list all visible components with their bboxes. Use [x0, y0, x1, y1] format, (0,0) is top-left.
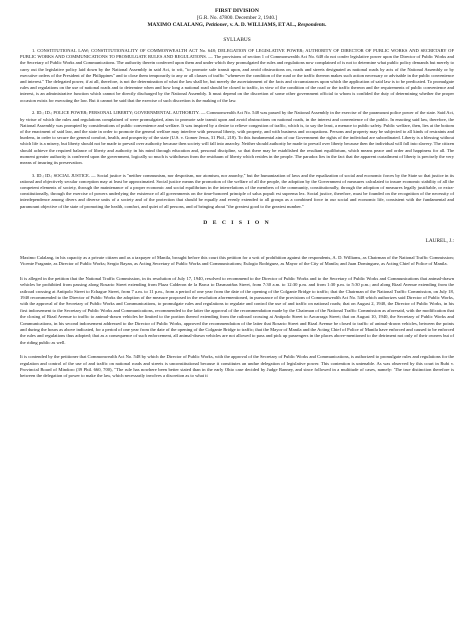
decision-paragraph-3: It is contended by the petitioner that Commonwealth Act No. 548 by which the Director of Public Works, with the approval of the Secretary of Public Works and Communications, is authorized to promulgate rules and regulations for the regulation and control of the use of and traffic on national roads and streets is unconstitutional because it constitutes an undue delegation of legislative power. This contention is untenable. As was observed by this court in Rubi v. Provincial Board of Mindoro (39 Phil. 660, 700), "The rule has nowhere been better stated than in the early Ohio case decided by Judge Ranney, and since followed in a multitude of cases, namely: 'The true distinction therefore is between the delegation of power to make the law, which necessarily involves a discretion as to what it — [20, 354, 454, 379]
syllabus-heading: SYLLABUS — [223, 37, 251, 43]
decision-paragraph-2: It is alleged in the petition that the National Traffic Commission, in its resolution of July 17, 1940, resolved to recommend to the Director of Public Works and to the Secretary of Public Works and Communications that animal-drawn vehicles be prohibited from passing along Rosario Street extending from Plaza Calderon de la Barca to Dasmariñas Street, from 7:30 a.m. to 12:30 p.m. and from 1:30 p.m. to 5:30 p.m.; and along Rizal Avenue extending from the railroad crossing at Antipolo Street to Echague Street, from 7 a.m. to 11 p.m., from a period of one year from the date of the opening of the Colgante Bridge to traffic; that the Chairman of the National Traffic Commission, on July 18, 1940 recommended to the Director of Public Works the adoption of the measure proposed in the resolution aforementioned, in pursuance of the provisions of Commonwealth Act No. 548 which authorizes said Director of Public Works, with the approval of the Secretary of Public Works and Communications, to promulgate rules and regulations to regulate and control the use of and traffic on national roads; that on August 2, 1940, the Director of Public Works, in his first indorsement to the Secretary of Public Works and Communications, recommended to the latter the approval of the recommendation made by the Chairman of the National Traffic Commission as aforesaid, with the modification that the closing of Rizal Avenue to traffic to animal-drawn vehicles be limited to the portion thereof extending from the railroad crossing at Antipolo Street to Azcarraga Street; that on August 10, 1940, the Secretary of Public Works and Communications, in his second indorsement addressed to the Director of Public Works, approved the recommendation of the latter that Rosario Street and Rizal Avenue be closed to traffic of animal-drawn vehicles, between the points and during the hours as above indicated, for a period of one year from the date of the opening of the Colgante Bridge to traffic; that the Mayor of Manila and the Acting Chief of Police of Manila have enforced and caused to be enforced the rules and regulations thus adopted; that as a consequence of such enforcement, all animal-drawn vehicles are not allowed to pass and pick up passengers in the places above-mentioned to the detriment not only of their owners but of the riding public as well. — [20, 275, 454, 345]
case-number: [G.R. No. 47800. December 2, 1940.] — [196, 15, 278, 21]
petitioner-name: MAXIMO CALALANG, — [147, 22, 205, 28]
syllabus-item-3: 3. ID.; ID.; SOCIAL JUSTICE. — Social justice is "neither communism, nor despotism, nor atomism, nor anarchy," but the humanization of laws and the equalization of social and economic forces by the State so that justice in its rational and objectively secular conception may at least be approximated. Social justice means the promotion of the welfare of all the people, the adoption by the Government of measures calculated to insure economic stability of all the competent elements of society, through the maintenance of a proper economic and social equilibrium in the interrelations of the members of the community, constitutionally, through the adoption of measures legally justifiable, or extra-constitutionally, through the exercise of powers underlying the existence of all governments on the time-honored principle of salus populi est suprema lex. Social justice, therefore, must be founded on the recognition of the necessity of interdependence among divers and diverse units of a society and of the protection that should be equally and evenly extended to all groups as a combined force in our social and economic life, consistent with the fundamental and paramount objective of the state of promoting the health, comfort, and quiet of all persons, and of bringing about "the greatest good to the greatest number." — [20, 172, 454, 209]
syllabus-item-2: 2. ID.; ID.; POLICE POWER; PERSONAL LIBERTY; GOVERNMENTAL AUTHORITY. — Commonwealth Act No. 548 was passed by the National Assembly in the exercise of the paramount police power of the state. Said Act, by virtue of which the rules and regulations complained of were promulgated, aims to promote safe transit upon and avoid obstructions on national roads, in the interest and convenience of the public. In enacting said law, therefore, the National Assembly was prompted by considerations of public convenience and welfare. It was inspired by a desire to relieve congestion of traffic, which is, to say the least, a menace to public safety. Public welfare, then, lies at the bottom of the enactment of said law, and the state in order to promote the general welfare may interfere with personal liberty, with property, and with business and occupations. Persons and property may be subjected to all kinds of restraints and burdens, in order to secure the general comfort, health, and prosperity of the state (U.S. v. Gomer Jesus, 31 Phil., 218). To this fundamental aim of our Government the rights of the individual are subordinated. Liberty is a blessing without which life is a misery, but liberty should not be made to prevail over authority because then society will fall into anarchy. Neither should authority be made to prevail over liberty because then the individual will fall into slavery. The citizen should achieve the required balance of liberty and authority in his mind through education and, personal discipline, so that there may be established the resultant equilibrium, which means peace and order and happiness for all. The moment greater authority is conferred upon the government, logically so much is withdrawn from the residuum of liberty which resides in the people. The paradox lies in the fact that the apparent curtailment of liberty is precisely the very means of insuring its preservation. — [20, 110, 454, 165]
syllabus-item-1: 1. CONSTITUTIONAL LAW; CONSTITUTIONALITY OF COMMONWEALTH ACT No. 648; DELEGATION OF LEGISLATIVE POWER; AUTHORITY OF DIRECTOR OF PUBLIC WORKS AND SECRETARY OF PUBLIC WORKS AND COMMUNICATIONS TO PROMULGATE RULES AND REGULATIONS. — The provisions of section 1 of Commonwealth Act No. 648 do not confer legislative power upon the Director of Public Works and the Secretary of Public Works and Communications. The authority therein conferred upon them and under which they promulgated the rules and regulations now complained of is not to determine what public policy demands but merely to carry out the legislative policy laid down by the National Assembly in said Act, to wit, "to promote safe transit upon, and avoid obstructions on, roads and streets designated as national roads by acts of the National Assembly or by executive orders of the President of the Philippines" and to close them temporarily to any or all classes of traffic "whenever the condition of the road or the traffic thereon makes such action necessary or advisable in the public convenience and interest." The delegated power, if at all, therefore, is not the determination of what the law shall be, but merely the ascertainment of the facts and circumstances upon which the application of said law is to be predicated. To promulgate rules and regulations on the use of national roads and to determine when and how long a national road should be closed to traffic, in view of the condition of the road or the traffic thereon and the requirements of public convenience and interest, is an administrative function which cannot be directly discharged by the National Assembly. It must depend on the discretion of some other government official to whom is confided the duty of determining whether the proper occasion exists for executing the law. But it cannot be said that the exercise of such discretion is the making of the law. — [20, 48, 454, 103]
decision-paragraph-1: Maximo Calalang, in his capacity as a private citizen and as a taxpayer of Manila, brought before this court this petition for a writ of prohibition against the respondents, A. D. Williams, as Chairman of the National Traffic Commission; Vicente Fragante, as Director of Public Works; Sergio Bayan, as Acting Secretary of Public Works and Communications; Eulogio Rodriguez, as Mayor of the City of Manila; and Juan Dominguez, as Acting Chief of Police of Manila. — [20, 254, 454, 267]
ponente: LAUREL, J.: — [425, 237, 454, 244]
petitioner-label: Petitioner — [205, 22, 228, 28]
division-heading: FIRST DIVISION — [215, 8, 259, 14]
respondents-names: , v. A. D. WILLIAMS, ET AL., — [227, 22, 297, 28]
case-parties — [20, 22, 454, 29]
decision-heading: D E C I S I O N — [203, 219, 271, 226]
respondents-label: Respondents. — [297, 22, 327, 28]
